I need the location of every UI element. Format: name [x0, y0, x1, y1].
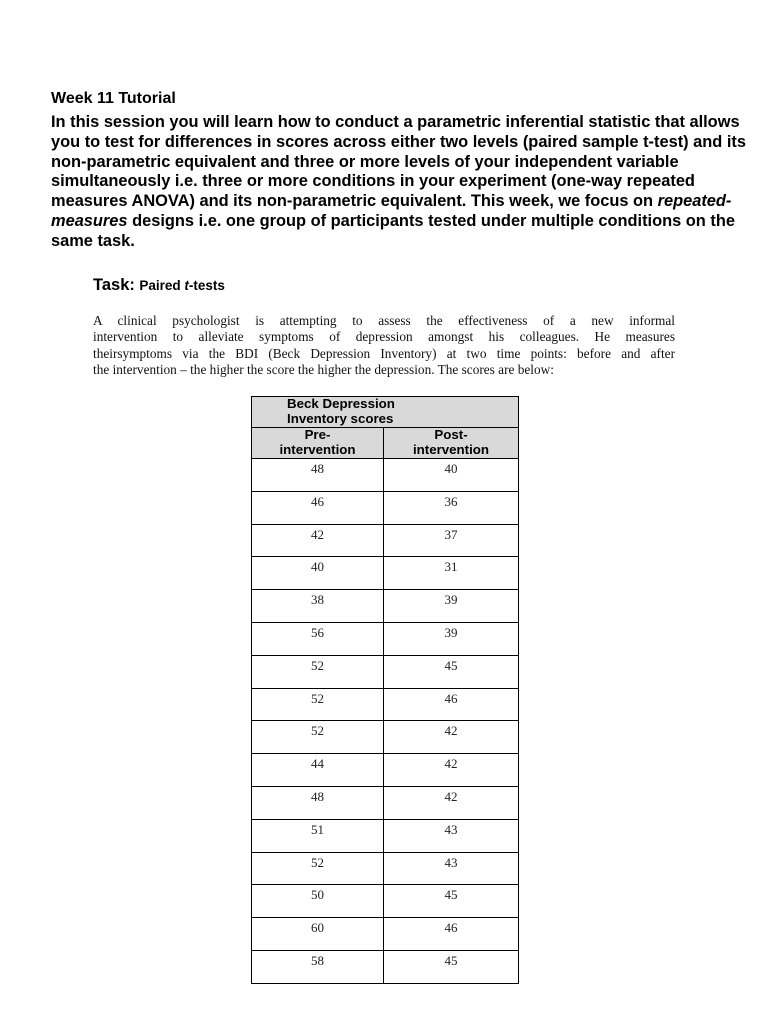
post-score-cell: 39 [384, 622, 519, 655]
post-score-cell: 45 [384, 950, 519, 983]
table-row [252, 721, 519, 754]
table-body [252, 459, 519, 984]
post-score-cell: 43 [384, 819, 519, 852]
task-name-post: -tests [188, 278, 225, 293]
table-row [252, 622, 519, 655]
column-header-pre-line-1: Pre- [304, 427, 331, 442]
table-row [252, 918, 519, 951]
paragraph-line: theirsymptoms via the BDI (Beck Depression Inventory) at two time points: before and after [93, 345, 675, 361]
post-score-cell: 42 [384, 754, 519, 787]
post-score-cell: 45 [384, 655, 519, 688]
column-header-post-line-1: Post- [434, 427, 468, 442]
scenario-paragraph [93, 313, 675, 379]
post-score-cell: 42 [384, 721, 519, 754]
table-row [252, 885, 519, 918]
post-score-cell: 39 [384, 590, 519, 623]
post-score-cell: 31 [384, 557, 519, 590]
post-score-cell: 36 [384, 491, 519, 524]
pre-score-cell: 50 [252, 885, 384, 918]
pre-score-cell: 52 [252, 655, 384, 688]
paragraph-line: intervention to alleviate symptoms of depression amongst his colleagues. He measures [93, 329, 675, 345]
table-row [252, 655, 519, 688]
table-row [252, 491, 519, 524]
column-header-post-line-2: intervention [412, 441, 490, 457]
pre-score-cell: 52 [252, 721, 384, 754]
page-title: Week 11 Tutorial [51, 90, 176, 107]
table-row [252, 557, 519, 590]
table-row [252, 590, 519, 623]
task-name [139, 278, 225, 293]
table-caption-line-1: Beck Depression [287, 396, 395, 411]
intro-part-2: designs i.e. one group of participants tested under multiple conditions on the same task. [51, 211, 735, 250]
table-row [252, 688, 519, 721]
task-label: Task: [93, 276, 135, 294]
table-caption-line-2: Inventory scores [287, 410, 394, 426]
paragraph-line: the intervention – the higher the score the higher the depression. The scores are below: [93, 362, 554, 378]
task-heading [93, 276, 225, 295]
table-row [252, 524, 519, 557]
intro-text [51, 113, 761, 252]
pre-score-cell: 52 [252, 852, 384, 885]
intro-part-1: In this session you will learn how to conduct a parametric inferential statistic that allows you to test for differences in scores across either two levels (paired sample t-test) and its non-parametric equivalent and three or more levels of your independent variable simultaneously i.e. three or more conditions in your experiment (one-way repeated measures ANOVA) and its non-parametric equivalent. This week, we focus on [51, 113, 746, 211]
post-score-cell: 46 [384, 918, 519, 951]
pre-score-cell: 60 [252, 918, 384, 951]
pre-score-cell: 42 [252, 524, 384, 557]
table-row [252, 852, 519, 885]
task-name-italic: t [184, 278, 189, 293]
pre-score-cell: 44 [252, 754, 384, 787]
table-row [252, 950, 519, 983]
post-score-cell: 37 [384, 524, 519, 557]
pre-score-cell: 38 [252, 590, 384, 623]
column-header-post [384, 428, 519, 459]
post-score-cell: 46 [384, 688, 519, 721]
column-header-pre [252, 428, 384, 459]
table-row [252, 754, 519, 787]
pre-score-cell: 46 [252, 491, 384, 524]
task-name-pre: Paired [139, 278, 185, 293]
intro-emphasis: repeated-measures [51, 192, 732, 230]
bdi-scores-table [251, 396, 519, 984]
post-score-cell: 40 [384, 459, 519, 492]
table-caption [252, 397, 519, 428]
pre-score-cell: 48 [252, 786, 384, 819]
pre-score-cell: 52 [252, 688, 384, 721]
post-score-cell: 45 [384, 885, 519, 918]
table-row [252, 786, 519, 819]
pre-score-cell: 51 [252, 819, 384, 852]
pre-score-cell: 48 [252, 459, 384, 492]
pre-score-cell: 56 [252, 622, 384, 655]
post-score-cell: 43 [384, 852, 519, 885]
table-row [252, 459, 519, 492]
pre-score-cell: 58 [252, 950, 384, 983]
table-row [252, 819, 519, 852]
column-header-pre-line-2: intervention [279, 441, 356, 457]
paragraph-line: A clinical psychologist is attempting to assess the effectiveness of a new informal [93, 313, 675, 328]
pre-score-cell: 40 [252, 557, 384, 590]
post-score-cell: 42 [384, 786, 519, 819]
